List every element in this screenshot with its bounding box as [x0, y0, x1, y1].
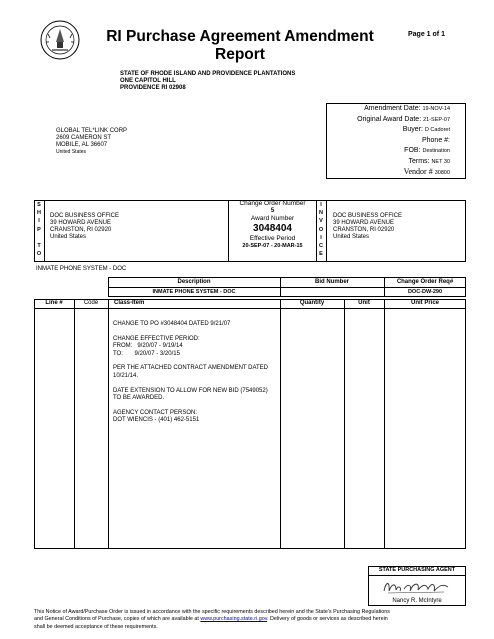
change-order-req-value: DOC-DW-290 — [407, 289, 443, 295]
unit-header: Unit — [358, 300, 370, 306]
side-letter: I — [320, 234, 322, 241]
description-line — [113, 358, 268, 365]
report-title: RI Purchase Agreement Amendment Report — [106, 28, 374, 63]
description-line: FROM: 9/20/07 - 9/19/14 — [113, 343, 183, 350]
description-line — [113, 328, 268, 335]
description-line: TO BE AWARDED. — [113, 395, 165, 402]
change-order-req-header: Change Order Req# — [396, 279, 454, 285]
description-line: CHANGE EFFECTIVE PERIOD: — [113, 335, 200, 342]
order-numbers: Change Order Number 5 Award Number 3048404 Effective Period 20-SEP-07 - 20-MAR-15 — [239, 200, 306, 249]
purchasing-agent-title: STATE PURCHASING AGENT — [378, 567, 456, 573]
description-line: 10/21/14. — [113, 372, 139, 379]
purchasing-agent-name: Nancy R. McIntyre — [392, 598, 442, 604]
side-letter: I — [320, 202, 322, 208]
description-line: CHANGE TO PO #3048404 DATED 9/21/07 — [113, 321, 231, 327]
order-info-fields: Amendment Date: 19-NOV-14 Original Award Date: 21-SEP-07 Buyer: D Cadoret Phone #: FOB: Destination Terms: NET 30 Vendor # 30800 — [357, 105, 450, 176]
side-letter: N — [319, 210, 323, 217]
side-letter: S — [37, 202, 41, 208]
unit-price-header: Unit Price — [410, 300, 439, 306]
description-value: INMATE PHONE SYSTEM - DOC — [152, 289, 236, 295]
side-letter: I — [38, 218, 40, 225]
side-letter: P — [37, 226, 41, 233]
signature-image — [378, 577, 456, 597]
side-letter: T — [37, 243, 41, 250]
page-number: Page 1 of 1 — [408, 31, 445, 38]
system-label: INMATE PHONE SYSTEM - DOC — [36, 266, 127, 272]
state-seal-logo — [40, 20, 80, 60]
description-line: DATE EXTENSION TO ALLOW FOR NEW BID (7549052) — [113, 387, 268, 394]
description-line — [113, 402, 268, 409]
side-letter: C — [319, 243, 323, 250]
ship-to-side-label — [34, 201, 44, 258]
class-item-header: Class-Item — [114, 300, 145, 306]
invoice-side-label — [316, 201, 326, 258]
code-header: Code — [83, 300, 99, 306]
state-address: STATE OF RHODE ISLAND AND PROVIDENCE PLANTATIONS ONE CAPITOL HILL PROVIDENCE RI 02908 — [120, 71, 296, 91]
side-letter: V — [319, 218, 323, 225]
bid-number-header: Bid Number — [314, 279, 349, 285]
line-number-header: Line # — [45, 300, 63, 306]
side-letter: H — [37, 210, 41, 217]
line-item-description — [113, 321, 268, 425]
vendor-address: GLOBAL TEL*LINK CORP 2609 CAMERON ST MOBILE, AL 36607 United States — [56, 128, 128, 155]
description-line: PER THE ATTACHED CONTRACT AMENDMENT DATED — [113, 365, 269, 372]
description-line: DOT WIENCIS - (401) 462-5151 — [113, 417, 200, 424]
purchasing-website-link[interactable]: www.purchasing.state.ri.gov — [200, 616, 268, 623]
side-letter: O — [318, 226, 324, 233]
footer-notice: This Notice of Award/Purchase Order is issued in accordance with the specific requirements described herein and the State's Purchasing Regulations and General Conditions of Purchase, copies of which are available at www.purchasing.state.ri.gov. Delivery of goods or services as described herein shall be deemed acceptance of these requirements. — [34, 609, 390, 630]
side-letter: O — [36, 251, 42, 258]
description-header: Description — [177, 279, 211, 285]
description-line: TO: 9/20/07 - 3/20/15 — [113, 350, 180, 357]
side-letter — [34, 234, 44, 242]
description-line — [113, 380, 268, 387]
side-letter: E — [319, 251, 323, 258]
invoice-address: DOC BUSINESS OFFICE 39 HOWARD AVENUE CRANSTON, RI 02920 United States — [333, 213, 403, 240]
description-line: AGENCY CONTACT PERSON: — [113, 409, 198, 416]
quantity-header: Quantity — [299, 300, 325, 306]
ship-to-address: DOC BUSINESS OFFICE 39 HOWARD AVENUE CRANSTON, RI 02920 United States — [50, 213, 120, 240]
